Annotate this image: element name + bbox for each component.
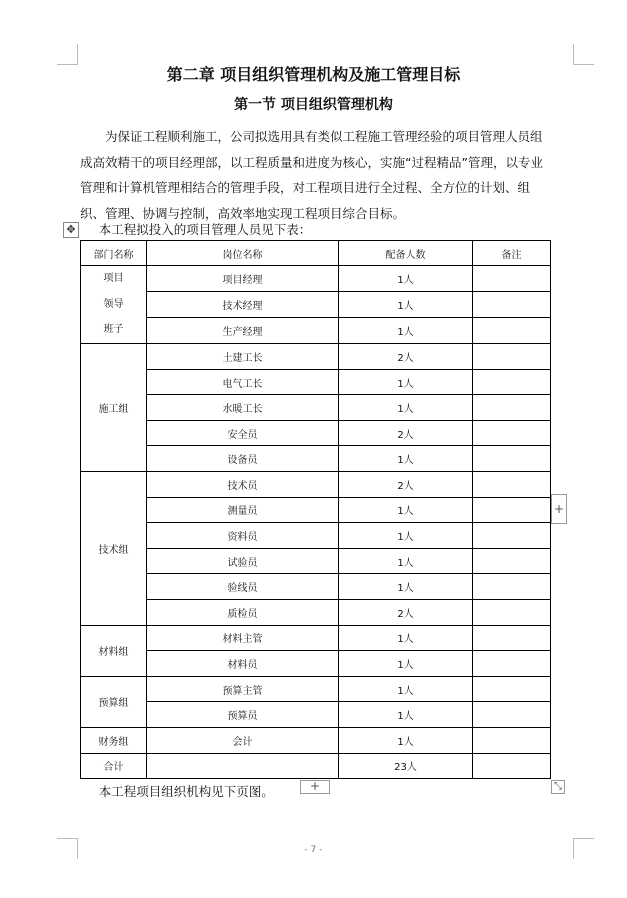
position-cell[interactable]: 安全员 xyxy=(147,420,339,446)
position-cell[interactable]: 会计 xyxy=(147,728,339,754)
position-cell[interactable]: 材料员 xyxy=(147,651,339,677)
intro-paragraph[interactable]: 为保证工程顺利施工，公司拟选用具有类似工程施工管理经验的项目管理人员组成高效精干的项目经理部，以工程质量和进度为核心，实施“过程精品”管理，以专业管理和计算机管理相结合的管理手段，对工程项目进行全过程、全方位的计划、组织、管理、协调与控制，高效率地实现工程项目综合目标。 xyxy=(80,129,543,221)
notes-cell[interactable] xyxy=(473,292,551,318)
staff-table[interactable] xyxy=(80,240,551,779)
notes-cell[interactable] xyxy=(473,548,551,574)
position-cell[interactable]: 技术员 xyxy=(147,472,339,498)
position-cell[interactable]: 土建工长 xyxy=(147,344,339,370)
position-cell[interactable]: 技术经理 xyxy=(147,292,339,318)
total-label-cell[interactable]: 合计 xyxy=(81,753,147,779)
total-position-cell[interactable] xyxy=(147,753,339,779)
position-cell[interactable]: 试验员 xyxy=(147,548,339,574)
notes-cell[interactable] xyxy=(473,395,551,421)
notes-cell[interactable] xyxy=(473,318,551,344)
table-row xyxy=(81,369,551,395)
headcount-cell[interactable]: 1人 xyxy=(339,728,473,754)
table-row xyxy=(81,600,551,626)
total-notes-cell[interactable] xyxy=(473,753,551,779)
position-cell[interactable]: 验线员 xyxy=(147,574,339,600)
position-cell[interactable]: 材料主管 xyxy=(147,625,339,651)
department-line: 项目 xyxy=(103,273,124,284)
position-cell[interactable]: 水暖工长 xyxy=(147,395,339,421)
position-cell[interactable]: 预算员 xyxy=(147,702,339,728)
headcount-cell[interactable]: 2人 xyxy=(339,344,473,370)
position-cell[interactable]: 资料员 xyxy=(147,523,339,549)
position-cell[interactable]: 预算主管 xyxy=(147,676,339,702)
notes-cell[interactable] xyxy=(473,625,551,651)
notes-cell[interactable] xyxy=(473,728,551,754)
notes-cell[interactable] xyxy=(473,344,551,370)
section-title: 第一节 项目组织管理机构 xyxy=(234,97,393,113)
headcount-cell[interactable]: 1人 xyxy=(339,676,473,702)
table-row xyxy=(81,523,551,549)
headcount-cell[interactable]: 1人 xyxy=(339,651,473,677)
chapter-title: 第二章 项目组织管理机构及施工管理目标 xyxy=(166,65,461,84)
notes-cell[interactable] xyxy=(473,446,551,472)
table-row xyxy=(81,266,551,292)
headcount-cell[interactable]: 1人 xyxy=(339,446,473,472)
table-move-handle-icon[interactable]: ✥ xyxy=(63,222,79,238)
notes-cell[interactable] xyxy=(473,574,551,600)
header-department[interactable]: 部门名称 xyxy=(81,241,147,266)
department-cell[interactable]: 技术组 xyxy=(81,472,147,626)
department-cell[interactable]: 材料组 xyxy=(81,625,147,676)
headcount-cell[interactable]: 1人 xyxy=(339,497,473,523)
department-cell[interactable]: 预算组 xyxy=(81,676,147,727)
headcount-cell[interactable]: 1人 xyxy=(339,369,473,395)
table-resize-icon[interactable]: ⤡ xyxy=(551,780,565,794)
table-row xyxy=(81,395,551,421)
headcount-cell[interactable]: 1人 xyxy=(339,523,473,549)
headcount-cell[interactable]: 2人 xyxy=(339,472,473,498)
table-row xyxy=(81,702,551,728)
total-count-cell[interactable]: 23人 xyxy=(339,753,473,779)
position-cell[interactable]: 生产经理 xyxy=(147,318,339,344)
notes-cell[interactable] xyxy=(473,420,551,446)
notes-cell[interactable] xyxy=(473,600,551,626)
table-row xyxy=(81,548,551,574)
add-column-plus-icon[interactable]: + xyxy=(551,494,567,524)
headcount-cell[interactable]: 1人 xyxy=(339,266,473,292)
table-row xyxy=(81,292,551,318)
table-row xyxy=(81,625,551,651)
add-row-plus-icon[interactable]: + xyxy=(300,780,330,794)
headcount-cell[interactable]: 1人 xyxy=(339,702,473,728)
table-row xyxy=(81,574,551,600)
department-cell[interactable]: 财务组 xyxy=(81,728,147,754)
position-cell[interactable]: 项目经理 xyxy=(147,266,339,292)
header-headcount[interactable]: 配备人数 xyxy=(339,241,473,266)
table-row xyxy=(81,446,551,472)
position-cell[interactable]: 电气工长 xyxy=(147,369,339,395)
table-row xyxy=(81,497,551,523)
table-row xyxy=(81,344,551,370)
department-cell[interactable] xyxy=(81,266,147,344)
notes-cell[interactable] xyxy=(473,266,551,292)
notes-cell[interactable] xyxy=(473,676,551,702)
header-position[interactable]: 岗位名称 xyxy=(147,241,339,266)
headcount-cell[interactable]: 2人 xyxy=(339,600,473,626)
page-number: - 7 - xyxy=(304,845,323,855)
notes-cell[interactable] xyxy=(473,369,551,395)
notes-cell[interactable] xyxy=(473,497,551,523)
table-row xyxy=(81,420,551,446)
table-row xyxy=(81,651,551,677)
position-cell[interactable]: 测量员 xyxy=(147,497,339,523)
table-row xyxy=(81,472,551,498)
department-line: 领导 xyxy=(103,298,124,310)
headcount-cell[interactable]: 2人 xyxy=(339,420,473,446)
table-row xyxy=(81,728,551,754)
department-line: 班子 xyxy=(103,324,124,336)
total-row xyxy=(81,753,551,779)
position-cell[interactable]: 设备员 xyxy=(147,446,339,472)
notes-cell[interactable] xyxy=(473,472,551,498)
headcount-cell[interactable]: 1人 xyxy=(339,395,473,421)
notes-cell[interactable] xyxy=(473,523,551,549)
table-intro-text[interactable]: 本工程拟投入的项目管理人员见下表： xyxy=(98,222,312,237)
after-table-text[interactable]: 本工程项目组织机构见下页图。 xyxy=(98,784,274,799)
headcount-cell[interactable]: 1人 xyxy=(339,625,473,651)
position-cell[interactable]: 质检员 xyxy=(147,600,339,626)
department-cell[interactable]: 施工组 xyxy=(81,344,147,472)
notes-cell[interactable] xyxy=(473,702,551,728)
notes-cell[interactable] xyxy=(473,651,551,677)
header-notes[interactable]: 备注 xyxy=(473,241,551,266)
headcount-cell[interactable]: 1人 xyxy=(339,318,473,344)
table-row xyxy=(81,318,551,344)
headcount-cell[interactable]: 1人 xyxy=(339,574,473,600)
headcount-cell[interactable]: 1人 xyxy=(339,292,473,318)
table-row xyxy=(81,676,551,702)
headcount-cell[interactable]: 1人 xyxy=(339,548,473,574)
